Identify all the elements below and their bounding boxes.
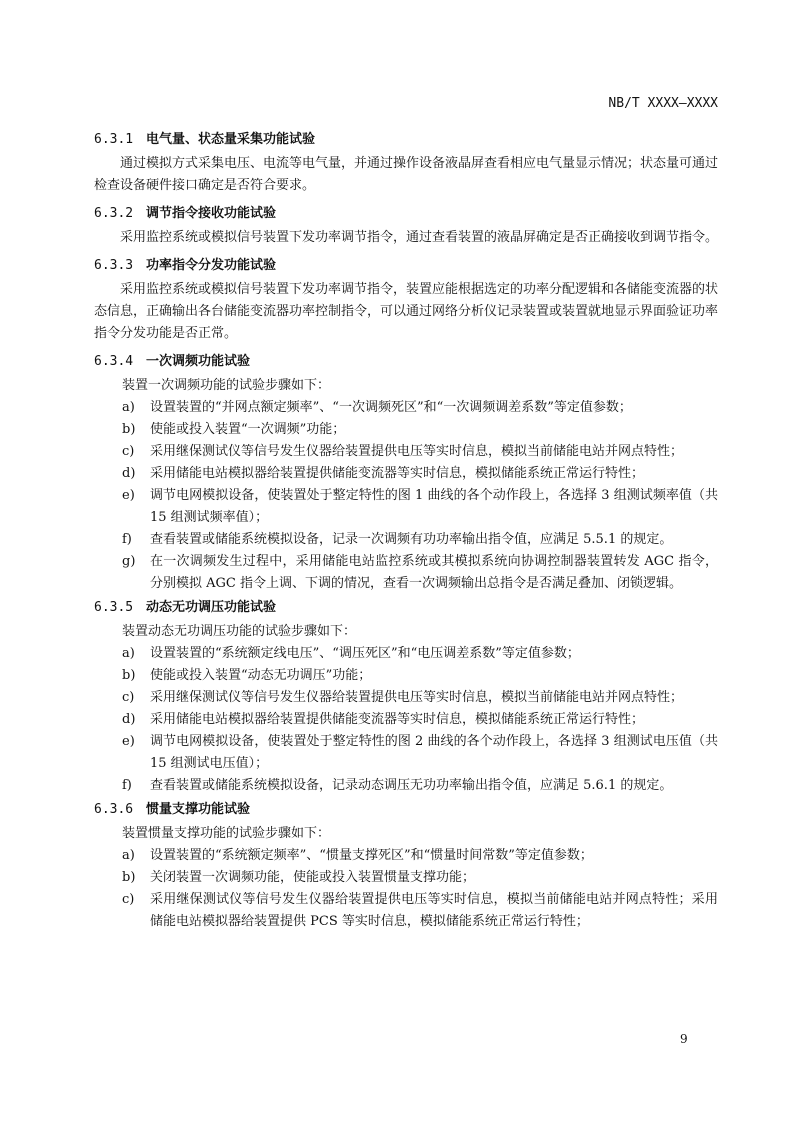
section-paragraph: 采用监控系统或模拟信号装置下发功率调节指令，通过查看装置的液晶屏确定是否正确接收到调节指令。 — [120, 230, 719, 245]
list-marker: b) — [122, 422, 136, 437]
list-marker: a) — [122, 646, 135, 661]
section-number: 6.3.1 — [94, 132, 134, 147]
section-6-3-4 — [94, 349, 718, 595]
list-marker: g) — [122, 554, 136, 569]
section-heading — [94, 201, 718, 227]
list-text: 采用继保测试仪等信号发生仪器给装置提供电压等实时信息，模拟当前储能电站并网点特性； — [150, 444, 684, 459]
section-title: 惯量支撑功能试验 — [146, 802, 251, 817]
section-6-3-1 — [94, 127, 718, 197]
list-text: 查看装置或储能系统模拟设备，记录一次调频有功功率输出指令值，应满足 5.5.1 的规定。 — [150, 532, 673, 547]
list-marker: c) — [122, 892, 135, 907]
list-marker: f) — [122, 532, 132, 547]
list-text: 关闭装置一次调频功能，使能或投入装置惯量支撑功能； — [150, 870, 476, 885]
list-item — [94, 665, 718, 687]
section-paragraph: 通过模拟方式采集电压、电流等电气量，并通过操作设备液晶屏查看相应电气量显示情况；状态量可通过检查设备硬件接口确定是否符合要求。 — [94, 156, 719, 193]
list-item — [94, 889, 718, 933]
list-marker: a) — [122, 848, 135, 863]
list-text: 调节电网模拟设备，使装置处于整定特性的图 2 曲线的各个动作段上，各选择 3 组测试电压值（共 15 组测试电压值）； — [150, 734, 718, 771]
list-item — [94, 775, 718, 797]
list-text: 设置装置的“系统额定线电压”、“调压死区”和“电压调差系数”等定值参数； — [150, 646, 580, 661]
list-item — [94, 441, 718, 463]
section-title: 电气量、状态量采集功能试验 — [146, 132, 316, 147]
list-item — [94, 643, 718, 665]
section-number: 6.3.2 — [94, 206, 134, 221]
section-6-3-3 — [94, 253, 718, 345]
section-6-3-6 — [94, 797, 718, 933]
list-text: 设置装置的“系统额定频率”、“惯量支撑死区”和“惯量时间常数”等定值参数； — [150, 848, 593, 863]
section-title: 功率指令分发功能试验 — [146, 258, 277, 273]
list-marker: b) — [122, 870, 136, 885]
steps-intro: 装置一次调频功能的试验步骤如下： — [122, 378, 331, 393]
list-marker: c) — [122, 690, 135, 705]
section-title: 一次调频功能试验 — [146, 354, 251, 369]
list-item — [94, 463, 718, 485]
list-item — [94, 867, 718, 889]
list-marker: c) — [122, 444, 135, 459]
list-marker: a) — [122, 400, 135, 415]
section-paragraph: 采用监控系统或模拟信号装置下发功率调节指令，装置应能根据选定的功率分配逻辑和各储能变流器的状态信息，正确输出各台储能变流器功率控制指令，可以通过网络分析仪记录装置或装置就地显示界面验证功率指令分发功能是否正常。 — [94, 282, 719, 341]
section-number: 6.3.3 — [94, 258, 134, 273]
list-marker: b) — [122, 668, 136, 683]
section-heading — [94, 797, 718, 823]
section-title: 动态无功调压功能试验 — [146, 600, 277, 615]
list-item — [94, 687, 718, 709]
list-item — [94, 419, 718, 441]
list-item — [94, 397, 718, 419]
list-item — [94, 845, 718, 867]
document-code-header: NB/T XXXX—XXXX — [608, 96, 718, 111]
section-6-3-5 — [94, 595, 718, 797]
section-6-3-2 — [94, 201, 718, 249]
section-number: 6.3.4 — [94, 354, 134, 369]
list-text: 采用继保测试仪等信号发生仪器给装置提供电压等实时信息，模拟当前储能电站并网点特性；采用储能电站模拟器给装置提供 PCS 等实时信息，模拟储能系统正常运行特性； — [150, 892, 718, 929]
list-text: 使能或投入装置“动态无功调压”功能； — [150, 668, 372, 683]
list-text: 设置装置的“并网点额定频率”、“一次调频死区”和“一次调频调差系数”等定值参数； — [150, 400, 632, 415]
section-heading — [94, 253, 718, 279]
list-text: 调节电网模拟设备，使装置处于整定特性的图 1 曲线的各个动作段上，各选择 3 组测试频率值（共 15 组测试频率值）； — [150, 488, 718, 525]
list-item — [94, 731, 718, 775]
list-marker: e) — [122, 488, 135, 503]
list-item — [94, 551, 718, 595]
list-text: 查看装置或储能系统模拟设备，记录动态调压无功功率输出指令值，应满足 5.6.1 的规定。 — [150, 778, 673, 793]
section-heading — [94, 127, 718, 153]
list-marker: d) — [122, 712, 136, 727]
list-text: 使能或投入装置“一次调频”功能； — [150, 422, 346, 437]
section-heading — [94, 595, 718, 621]
list-text: 采用储能电站模拟器给装置提供储能变流器等实时信息，模拟储能系统正常运行特性； — [150, 466, 645, 481]
list-item — [94, 529, 718, 551]
list-marker: e) — [122, 734, 135, 749]
section-number: 6.3.6 — [94, 802, 134, 817]
list-marker: f) — [122, 778, 132, 793]
list-item — [94, 485, 718, 529]
list-text: 采用储能电站模拟器给装置提供储能变流器等实时信息，模拟储能系统正常运行特性； — [150, 712, 645, 727]
document-body — [94, 127, 718, 933]
list-text: 采用继保测试仪等信号发生仪器给装置提供电压等实时信息，模拟当前储能电站并网点特性； — [150, 690, 684, 705]
steps-intro: 装置动态无功调压功能的试验步骤如下： — [122, 624, 357, 639]
section-heading — [94, 349, 718, 375]
list-text: 在一次调频发生过程中，采用储能电站监控系统或其模拟系统向协调控制器装置转发 AGC 指令，分别模拟 AGC 指令上调、下调的情况，查看一次调频输出总指令是否满足叠加、闭锁逻辑。 — [150, 554, 718, 591]
list-item — [94, 709, 718, 731]
page-number: 9 — [680, 1032, 688, 1046]
section-title: 调节指令接收功能试验 — [146, 206, 277, 221]
list-marker: d) — [122, 466, 136, 481]
steps-intro: 装置惯量支撑功能的试验步骤如下： — [122, 826, 331, 841]
section-number: 6.3.5 — [94, 600, 134, 615]
